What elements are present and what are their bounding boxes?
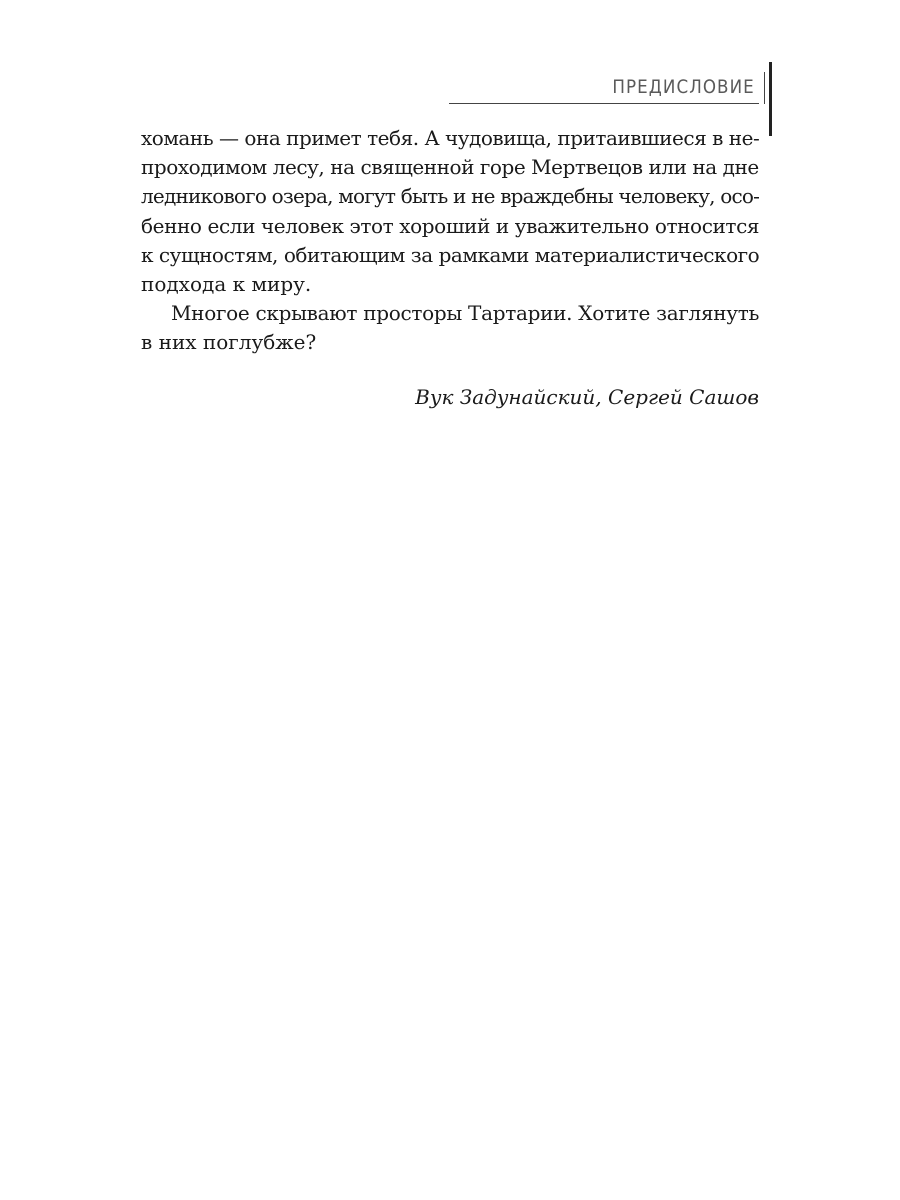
section-title: ПРЕДИСЛОВИЕ — [612, 76, 755, 98]
text-line: проходимом лесу, на священной горе Мертвецов или на дне — [141, 155, 759, 180]
header-rule — [449, 103, 759, 104]
body-text — [141, 124, 759, 358]
text-line: хомань — она примет тебя. А чудовища, притаившиеся в не- — [141, 126, 760, 150]
header-tab-marker — [769, 62, 772, 136]
text-line: Многое скрывают просторы Тартарии. Хотите заглянуть — [171, 301, 760, 326]
text-line: ледникового озера, могут быть и не враждебны человеку, осо- — [141, 184, 760, 209]
paragraph-2 — [141, 299, 759, 357]
text-line: в них поглубже? — [141, 330, 317, 355]
author-signature: Вук Задунайский, Сергей Сашов — [415, 385, 759, 409]
text-line: к сущностям, обитающим за рамками материалистического — [141, 242, 760, 267]
paragraph-1 — [141, 124, 759, 299]
running-header — [449, 72, 759, 104]
header-tab-marker-thin — [764, 72, 765, 104]
text-line: подхода к миру. — [141, 272, 312, 297]
text-line: бенно если человек этот хороший и уважительно относится — [141, 213, 760, 238]
